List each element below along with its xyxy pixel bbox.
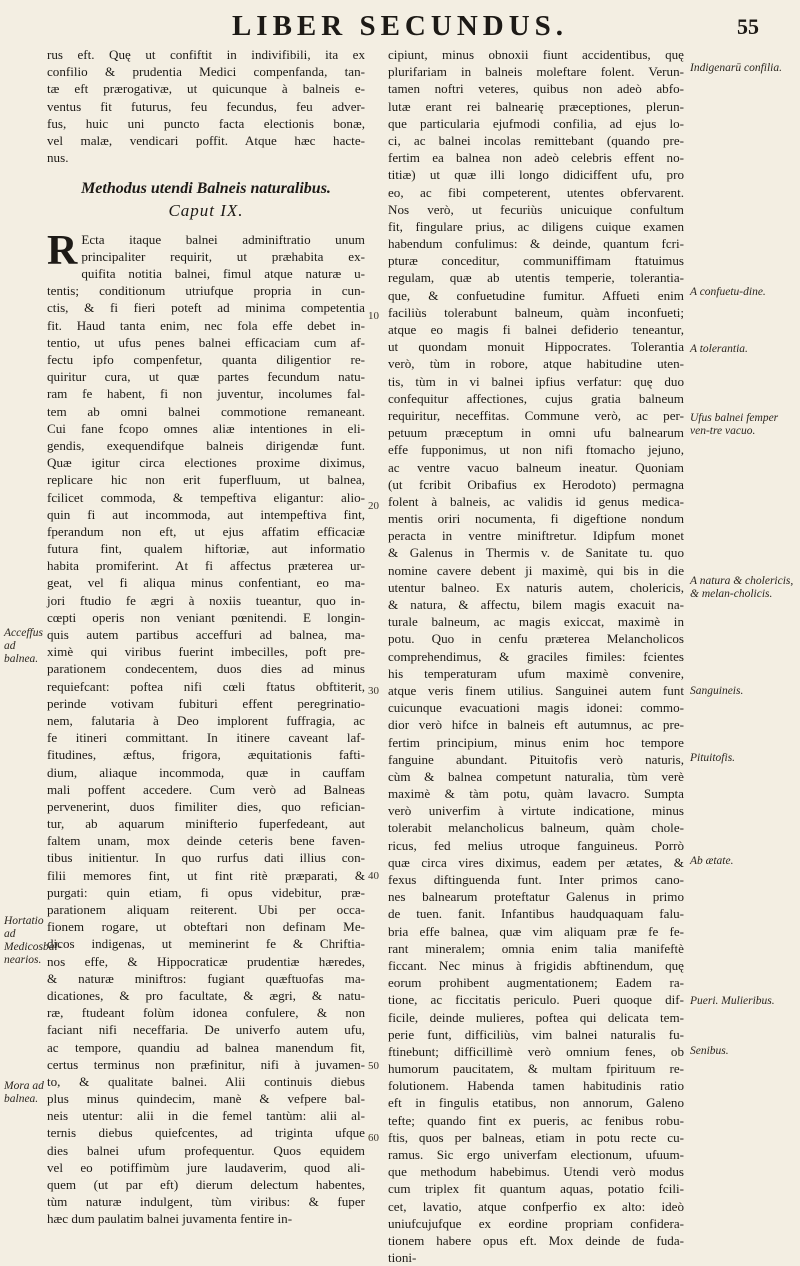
text-line: gendis, exequendifque balneis dirigendæ funt. [47, 437, 365, 453]
text-line: comprehendimus, & graciles fimiles: fcientes [388, 648, 684, 664]
text-line: requiritur, neceffitas. Commune verò, ac per- [388, 407, 684, 423]
text-line: parationem aliquam reiterent. Ubi per occa- [47, 902, 365, 918]
text-line: jori ftudio fe ægri à noxiis tueantur, quo in- [47, 592, 365, 608]
running-head: LIBER SECUNDUS. [231, 10, 569, 42]
text-line: fionem rogare, ut obteftari non definam Me- [47, 919, 365, 935]
text-line: tolerabit melancholicus balneum, quàm chole- [388, 820, 684, 836]
text-line: ftinebunt; difficillimè verò omnium fenes, ob [388, 1043, 684, 1059]
text-line: & Galenus in Thermis v. de Sanitate tu. quo [388, 545, 684, 561]
text-line: atque eo magis fi balnei defiderio teneantur, [388, 322, 684, 337]
line-number: 40 [368, 870, 379, 882]
text-line: peracta in ventre miniftretur. Idipfum monet [388, 528, 684, 544]
text-line: neis utentur: alii in die femel tantùm: alii al- [47, 1108, 365, 1124]
text-line: tæ eft prærogativæ, ut quicunque à balneis e- [47, 81, 365, 97]
text-line: ximè qui viribus fuerint imbecilles, poft pre- [47, 644, 365, 660]
text-line: his temperaturam ufum maximè convenire, [388, 665, 684, 681]
text-line: plus minus quindecim, manè & vefpere bal- [47, 1091, 365, 1107]
text-line: dicos indigenas, ut meminerint fe & Chriftia- [47, 936, 365, 952]
text-line: dium, aliaque incommoda, quæ in cauffam [47, 764, 365, 780]
text-line: principaliter requirit, ut præhabita ex- [81, 248, 365, 264]
text-line: fitudines, æftus, frigora, æquitationis fafti- [47, 747, 365, 763]
text-line: certus terminus non præfinitur, nifi à juvamen- [47, 1056, 365, 1072]
margin-note-right: Ufus balnei femper ven-tre vacuo. [690, 412, 779, 437]
text-line: geat, vel fi aliqua minus confentiant, eo ma- [47, 575, 365, 591]
text-line: ram fe habent, fi non juventur, incolumes fal- [47, 386, 365, 402]
text-line: regulam, quæ ab utentis temperie, tolerantia- [388, 270, 684, 286]
left-column [47, 46, 365, 1228]
text-line: fertim principium, minus enim hoc tempore [388, 734, 684, 750]
text-line: dies balnei ufum profequentur. Quos equidem [47, 1142, 365, 1158]
text-line: atque veris finem utilius. Sanguinei autem funt [388, 682, 684, 698]
line-number: 60 [368, 1132, 379, 1144]
text-line: fexus diftinguenda funt. Inter primos cano- [388, 872, 684, 887]
text-line: quis autem partibus acceffuri ad balnea, ma- [47, 627, 365, 643]
text-line: tamen noftri veteres, quibus non adeò abfo- [388, 81, 684, 97]
text-line: ctis, & fi fieri poteft ad minima competentia [47, 300, 365, 316]
text-line: mali poffent accedere. Cum verò ad Balneas [47, 781, 365, 797]
text-line: tioni- [388, 1250, 417, 1266]
text-line: que particularia ejufmodi confilia, ad ejus lo- [388, 115, 684, 131]
text-line: tentis; conditionum utriufque propria in cun- [47, 283, 365, 299]
line-number: 20 [368, 500, 379, 512]
text-line: tionem habere opus eft. Mox deinde de fuda- [388, 1232, 684, 1248]
text-line: & naturæ miniftros: fugiant quæftuofas ma- [47, 970, 365, 986]
text-line: tur, ab aquarum minifterio fuperfedeant, aut [47, 816, 365, 832]
text-line: fit, fingulare prius, ac diligens cuique examen [388, 218, 684, 234]
text-line: cipiunt, minus obnoxii fiunt accidentibus, quę [388, 47, 684, 62]
text-line: ficcant. Nec minus à frigidis abftinendum, quę [388, 957, 684, 973]
text-line: & natura, & affectu, bilem magis exacuit na- [388, 597, 684, 612]
page-header [0, 10, 800, 50]
drop-cap: R [47, 227, 78, 274]
text-line: replicare hic non erit fuperfluum, ut balnea, [47, 472, 365, 488]
text-line: Nos verò, ut fecuriùs unicuique confultum [388, 201, 684, 217]
text-line: mentis oriri nocumenta, fi digeftione nondum [388, 511, 684, 527]
text-line: quin fi aut incommoda, aut intempeftiva fint, [47, 506, 365, 522]
text-line: ventus fit futurus, feu fecundus, feu adver- [47, 98, 365, 114]
paragraph-right-body [388, 46, 684, 1266]
text-line: ac tempore, quandiu ad balnea manendum fit, [47, 1039, 365, 1055]
text-line: parationem condecentem, duos dies ad minus [47, 661, 365, 677]
text-line: fectu ipfo compenfetur, quanta diligentior re- [47, 352, 365, 368]
text-line: habita promiferint. At fi affectus præterea ur- [47, 558, 365, 574]
text-line: perie funt, difficiliùs, vim balnei naturalis fu- [388, 1026, 684, 1042]
text-line: rus eft. Quę ut confiftit in indivifibili, ita ex [47, 47, 365, 62]
text-line: ternis diebus quiefcentes, ad triginta ufque [47, 1125, 365, 1141]
text-line: ricus, fed melius utroque fanguineus. Porrò [388, 837, 684, 853]
text-line: fanguine abundant. Pituitofis verò naturis, [388, 751, 684, 767]
text-line: que, & confuetudine fumitur. Affueti enim [388, 287, 684, 303]
text-line: folutionem. Habenda tamen habitudinis ratio [388, 1078, 684, 1094]
margin-note-right: A tolerantia. [690, 343, 748, 355]
text-line: eorum prohibent augmentationem; Eadem ra- [388, 975, 684, 991]
margin-note-right: A confuetu-dine. [690, 286, 766, 298]
text-line: pervenerint, duos fimiliter dies, quo refician- [47, 798, 365, 814]
text-line: eo, ac fibi competerent, utentes obfervarent. [388, 184, 684, 200]
text-line: nus. [47, 150, 69, 166]
margin-note-right: Sanguineis. [690, 685, 744, 697]
text-line: confequitur affectiones, cujus gratia balneum [388, 390, 684, 406]
paragraph-conclusion [47, 46, 365, 166]
line-number: 30 [368, 685, 379, 697]
text-line: ficile, deinde mulieres, poftea qui delicata tem- [388, 1009, 684, 1025]
text-line: (ut fcribit Oribafius ex Herodoto) permagna [388, 476, 684, 492]
text-line: confilio & prudentia Medici compenfanda, tan- [47, 64, 365, 80]
text-line: nem, falutaria à Deo implorent fuffragia, ac [47, 712, 365, 728]
text-line: Cui fane fcopo omnes aliæ intentiones in eli- [47, 420, 365, 436]
text-line: quæ circa vires diximus, eadem per ætates, & [388, 854, 684, 870]
margin-note-right: A natura & cholericis, & melan-cholicis. [690, 575, 794, 600]
text-line: tibus initientur. In quo rurfus dati illius con- [47, 850, 365, 866]
text-line: verò, tùm in robore, atque habitudine uten- [388, 356, 684, 372]
text-line: rant mineralem; omnia enim talia manifeftè [388, 940, 684, 956]
text-line: tùm naturæ indulgent, tùm viribus: & fuper [47, 1194, 365, 1210]
text-line: tis, tùm in vi balnei ipfius verfatur: quę duo [388, 373, 684, 389]
text-line: turale balneum, ac magis exiccat, maximè in [388, 614, 684, 630]
text-line: habendum confulimus: & deinde, quantum fcri- [388, 236, 684, 252]
text-line: bria effe balnea, quæ vim aliquam præ fe fe- [388, 923, 684, 939]
text-line: purgati: quin etiam, fi opus videbitur, præ- [47, 884, 365, 900]
text-line: ftis, quos per balneas, etiam in potu recte cu- [388, 1129, 684, 1145]
text-line: ut quondam monuit Hippocrates. Tolerantia [388, 339, 684, 355]
margin-note-right: Pituitofis. [690, 752, 736, 764]
line-number: 50 [368, 1060, 379, 1072]
text-line: Quæ igitur circa electiones proxime diximus, [47, 455, 365, 471]
text-line: quifita notitia balnei, fimul atque naturæ u- [81, 266, 365, 282]
right-column [388, 46, 684, 1266]
text-line: tione, ac ficcitatis periculo. Pueri quoque dif- [388, 992, 684, 1008]
text-line: uniufcujufque ex eordine propriam confidera- [388, 1215, 684, 1231]
text-line: fit. Haud tanta enim, nec fola effe debet in- [47, 317, 365, 333]
text-line: vel malæ, vendicari poffit. Atque hæc hacte- [47, 132, 365, 148]
text-line: petuum præceptum in omni ufu balnearum [388, 425, 684, 441]
text-line: ac ventre vacuo balneum ineatur. Quoniam [388, 459, 684, 475]
margin-note-left: Mora ad balnea. [4, 1080, 44, 1105]
text-line: nes balnearum proteftatur Galenus in primo [388, 889, 684, 905]
text-line: nos effe, & Hippocraticæ prudentiæ hæredes, [47, 953, 365, 969]
text-line: humorum paucitatem, & multam fpirituum re- [388, 1061, 684, 1077]
line-number: 10 [368, 310, 379, 322]
text-line: dior verò hifce in balneis eft autumnus, ac pre- [388, 717, 684, 733]
text-line: fcilicet commoda, & tempeftiva eligantur: alio- [47, 489, 365, 505]
text-line: pturæ conceditur, communiffimam ftatuimus [388, 253, 684, 269]
text-line: ci, ac balnei incolas remittebant (quando pre- [388, 132, 684, 148]
text-line: nomine cavere debent ji maximè, qui bis in die [388, 562, 684, 578]
text-line: eft in fingulis etatibus, non annorum, Galeno [388, 1095, 684, 1111]
margin-note-left: Hortatio ad Medicosbal-nearios. [4, 915, 62, 966]
text-line: Ecta itaque balnei adminiftratio unum [81, 231, 365, 247]
text-line: effe fupponimus, ut non nifi ftomacho jejuno, [388, 442, 684, 458]
text-line: maximè & tàm potu, quàm lavacro. Sumpta [388, 786, 684, 802]
text-line: fperandum non eft, ut ejus affatim efficaciæ [47, 523, 365, 539]
text-line: faltem unam, mox deinde ceteris bene faven- [47, 833, 365, 849]
page-number: 55 [737, 14, 759, 39]
text-line: utentur balneo. Ex naturis autem, cholericis, [388, 579, 684, 595]
text-line: cùm & balnea competunt naturalia, tùm verè [388, 768, 684, 784]
text-line: titiæ) ut quæ illi longo didiciffent ufu, pro [388, 167, 684, 183]
margin-note-right: Pueri. Mulieribus. [690, 995, 775, 1007]
text-line: ramus. Sic ergo univerfam electionum, ufuum- [388, 1147, 684, 1162]
text-line: tem ab omni balnei commotione remaneant. [47, 403, 365, 419]
text-line: futura fint, qualem hiftoriæ, aut informatio [47, 541, 365, 557]
text-line: lutæ erant rei balnearię præceptiones, plerun- [388, 98, 684, 114]
margin-note-left: Acceffus ad balnea. [4, 627, 43, 665]
text-line: cuicunque evacuationi magis idonei: commo- [388, 700, 684, 716]
margin-note-right: Senibus. [690, 1045, 729, 1057]
text-line: folent à balneis, ac validis id genus medica- [388, 493, 684, 509]
text-line: cœpti operis non veniant pœnitendi. E longin- [47, 609, 365, 625]
text-line: fertim ea balnea non adeò celebris effent no- [388, 150, 684, 166]
text-line: de tuen. fanit. Infantibus haudquaquam falu- [388, 906, 684, 922]
text-line: cum triplex fit quantum aquas, potatio fcili- [388, 1181, 684, 1197]
text-line: vel eo potiffimùm jure laudaverim, quod ali- [47, 1159, 365, 1175]
text-line: quem (ut par eft) dierum delectum habentes, [47, 1177, 365, 1193]
margin-note-right: Indigenarū confilia. [690, 62, 782, 74]
text-line: to, & qualitate balnei. Alii continuis diebus [47, 1073, 365, 1089]
text-line: hæc dum paulatim balnei juvamenta fentire in- [47, 1211, 293, 1227]
text-line: filii memores fint, ut fint ritè præparati, & [47, 867, 365, 883]
text-line: tentio, ut ufus penes balnei efficaciam cum af- [47, 334, 365, 350]
text-line: verò univerfim à virtute indicatione, minus [388, 803, 684, 819]
text-line: dicationes, & pro facultate, & ægri, & natu- [47, 987, 365, 1003]
text-line: quiritur cura, ut quæ partes fecundum natu- [47, 369, 365, 385]
chapter-title: Caput IX. [168, 200, 244, 220]
text-line: fe itineri committant. In itinere caveant laf- [47, 730, 365, 746]
text-line: faciliùs tolerabunt balneum, quàm inconfueti; [388, 304, 684, 320]
text-line: ræ, ftudeant folùm idonea confulere, & non [47, 1005, 365, 1021]
text-line: plurifariam in balneis moleftare folent. Verun- [388, 64, 684, 80]
text-line: requiefcant: poftea nifi cœli ftatus obftiterit, [47, 678, 365, 694]
text-line: potu. Quo in cenfu præterea Melancholicos [388, 631, 684, 647]
text-line: cet, lavatio, atque confperfio ex alto: ideò [388, 1198, 684, 1214]
text-line: que methodum habebimus. Utendi verò modus [388, 1164, 684, 1180]
section-title: Methodus utendi Balneis naturalibus. [81, 180, 331, 198]
margin-note-right: Ab ætate. [690, 855, 734, 867]
text-line: perinde votivam fubituri effent peregrinatio- [47, 695, 365, 711]
text-line: fus, huic uni puncto facta electionis bonæ, [47, 115, 365, 131]
paragraph-chapter-body [47, 227, 365, 1228]
text-line: tefte; quando fint ex pueris, ac fenibus robu- [388, 1112, 684, 1128]
text-line: faciant nifi neceffaria. De univerfo autem ufu, [47, 1022, 365, 1038]
